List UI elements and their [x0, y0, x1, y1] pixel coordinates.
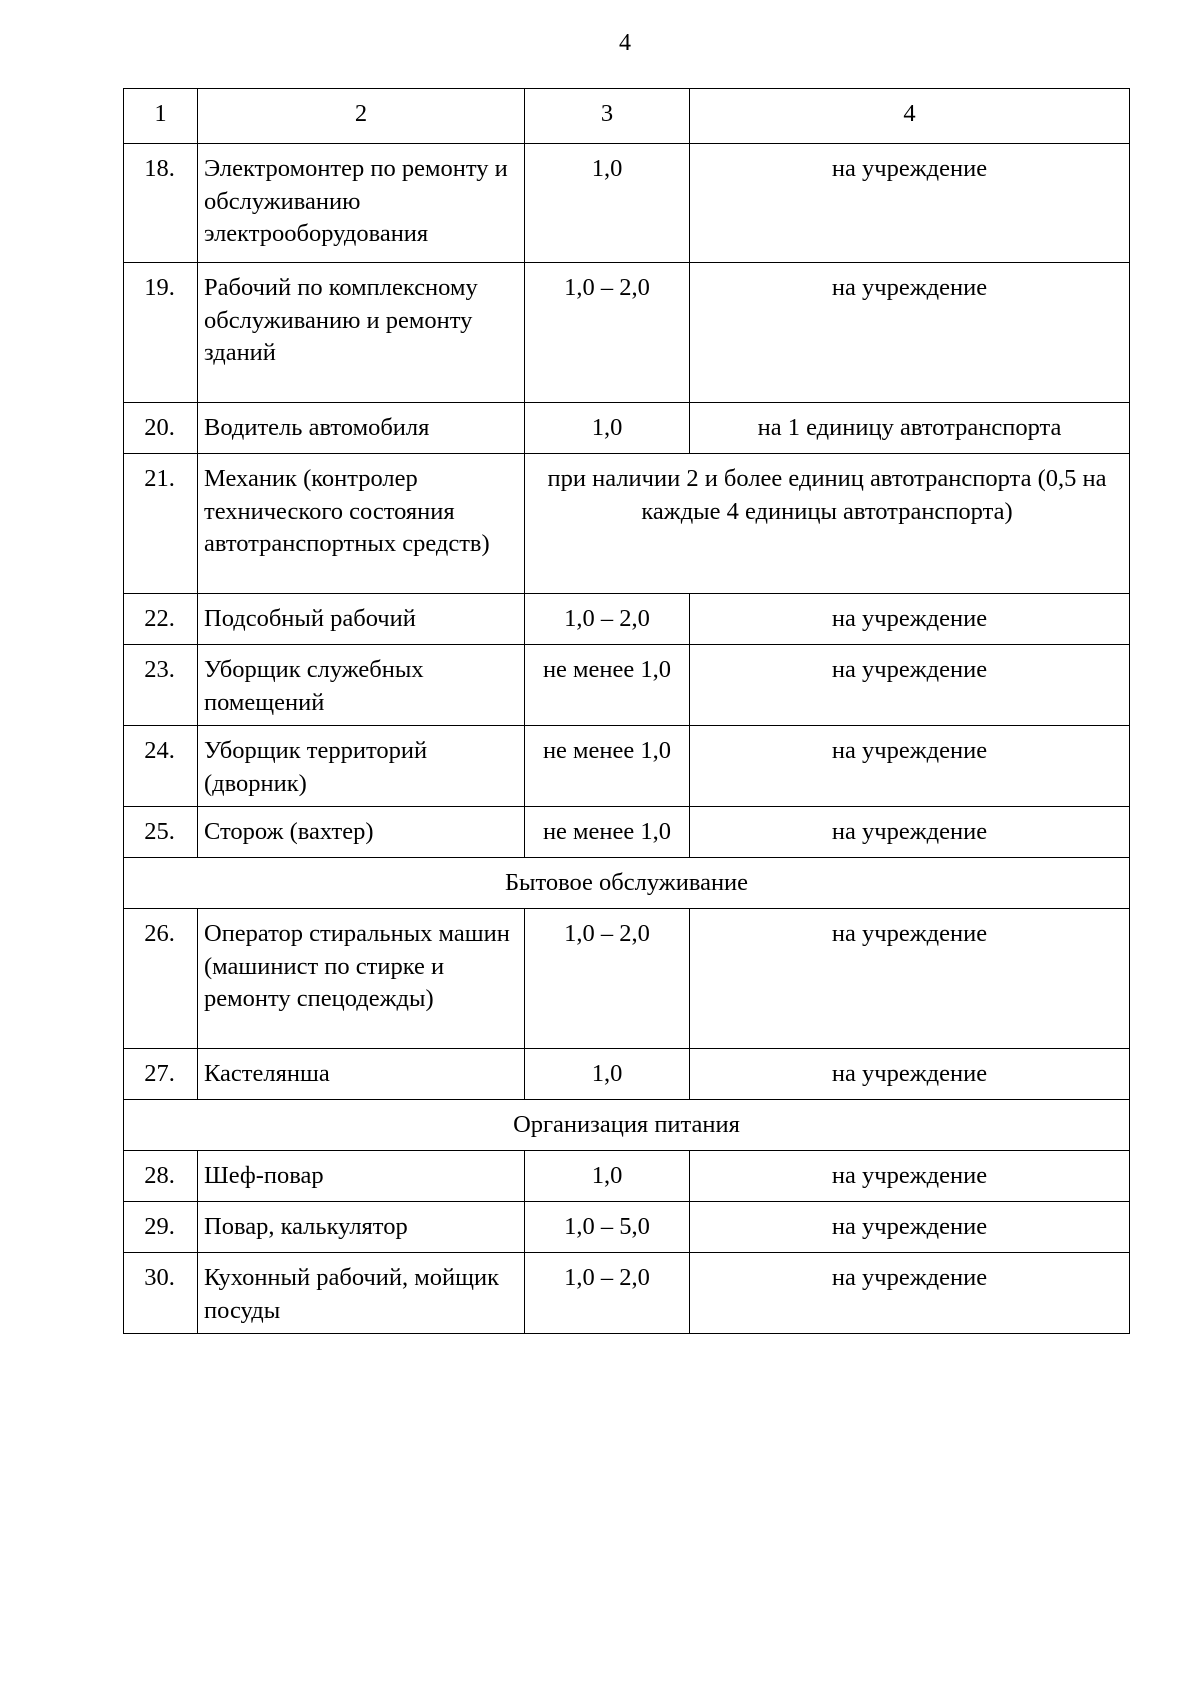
position-name: Подсобный рабочий	[198, 594, 525, 645]
position-name: Оператор стиральных машин (машинист по стирке и ремонту спецодежды)	[198, 909, 525, 1049]
norm-basis: на 1 единицу автотранспорта	[690, 403, 1130, 454]
row-number: 26.	[124, 909, 198, 1049]
row-number: 23.	[124, 645, 198, 726]
section-header-row	[124, 858, 1130, 909]
table-row	[124, 454, 1130, 594]
header-row	[124, 89, 1130, 144]
norm-basis: на учреждение	[690, 645, 1130, 726]
staff-quantity: 1,0 – 2,0	[525, 263, 690, 403]
norm-basis: на учреждение	[690, 1253, 1130, 1334]
norm-basis: на учреждение	[690, 144, 1130, 263]
position-name: Механик (контролер технического состояния автотранспортных средств)	[198, 454, 525, 594]
row-number: 24.	[124, 726, 198, 807]
row-number: 30.	[124, 1253, 198, 1334]
table-row	[124, 263, 1130, 403]
page-number: 4	[619, 30, 631, 56]
norm-basis: на учреждение	[690, 1049, 1130, 1100]
position-name: Повар, калькулятор	[198, 1202, 525, 1253]
position-name: Уборщик территорий (дворник)	[198, 726, 525, 807]
staff-quantity: 1,0	[525, 1151, 690, 1202]
header-cell-3: 3	[525, 89, 690, 144]
table-row	[124, 807, 1130, 858]
table-row	[124, 594, 1130, 645]
norm-basis: на учреждение	[690, 1151, 1130, 1202]
position-name: Кухонный рабочий, мойщик посуды	[198, 1253, 525, 1334]
table-row	[124, 1049, 1130, 1100]
row-number: 25.	[124, 807, 198, 858]
staff-table	[123, 88, 1130, 1334]
table-row	[124, 144, 1130, 263]
staff-quantity: не менее 1,0	[525, 807, 690, 858]
staff-quantity: не менее 1,0	[525, 726, 690, 807]
table-row	[124, 1253, 1130, 1334]
position-name: Кастелянша	[198, 1049, 525, 1100]
staff-quantity: 1,0 – 2,0	[525, 1253, 690, 1334]
row-number: 19.	[124, 263, 198, 403]
staff-quantity: не менее 1,0	[525, 645, 690, 726]
row-number: 21.	[124, 454, 198, 594]
merged-norm-text: при наличии 2 и более единиц автотранспорта (0,5 на каждые 4 единицы автотранспорта)	[525, 454, 1130, 594]
staff-quantity: 1,0 – 5,0	[525, 1202, 690, 1253]
row-number: 27.	[124, 1049, 198, 1100]
section-title: Бытовое обслуживание	[124, 858, 1130, 909]
header-cell-2: 2	[198, 89, 525, 144]
position-name: Шеф-повар	[198, 1151, 525, 1202]
row-number: 18.	[124, 144, 198, 263]
norm-basis: на учреждение	[690, 594, 1130, 645]
row-number: 29.	[124, 1202, 198, 1253]
row-number: 22.	[124, 594, 198, 645]
row-number: 28.	[124, 1151, 198, 1202]
section-title: Организация питания	[124, 1100, 1130, 1151]
position-name: Рабочий по комплексному обслуживанию и ремонту зданий	[198, 263, 525, 403]
norm-basis: на учреждение	[690, 909, 1130, 1049]
section-header-row	[124, 1100, 1130, 1151]
table-row	[124, 1151, 1130, 1202]
table-row	[124, 645, 1130, 726]
position-name: Электромонтер по ремонту и обслуживанию электрооборудования	[198, 144, 525, 263]
table-row	[124, 726, 1130, 807]
norm-basis: на учреждение	[690, 263, 1130, 403]
position-name: Уборщик служебных помещений	[198, 645, 525, 726]
norm-basis: на учреждение	[690, 1202, 1130, 1253]
table-row	[124, 1202, 1130, 1253]
norm-basis: на учреждение	[690, 807, 1130, 858]
staff-quantity: 1,0	[525, 403, 690, 454]
header-cell-4: 4	[690, 89, 1130, 144]
staff-quantity: 1,0	[525, 1049, 690, 1100]
position-name: Водитель автомобиля	[198, 403, 525, 454]
staff-quantity: 1,0	[525, 144, 690, 263]
table-body	[124, 89, 1130, 1334]
norm-basis: на учреждение	[690, 726, 1130, 807]
table-row	[124, 403, 1130, 454]
table-row	[124, 909, 1130, 1049]
position-name: Сторож (вахтер)	[198, 807, 525, 858]
staff-quantity: 1,0 – 2,0	[525, 594, 690, 645]
row-number: 20.	[124, 403, 198, 454]
staff-quantity: 1,0 – 2,0	[525, 909, 690, 1049]
header-cell-1: 1	[124, 89, 198, 144]
